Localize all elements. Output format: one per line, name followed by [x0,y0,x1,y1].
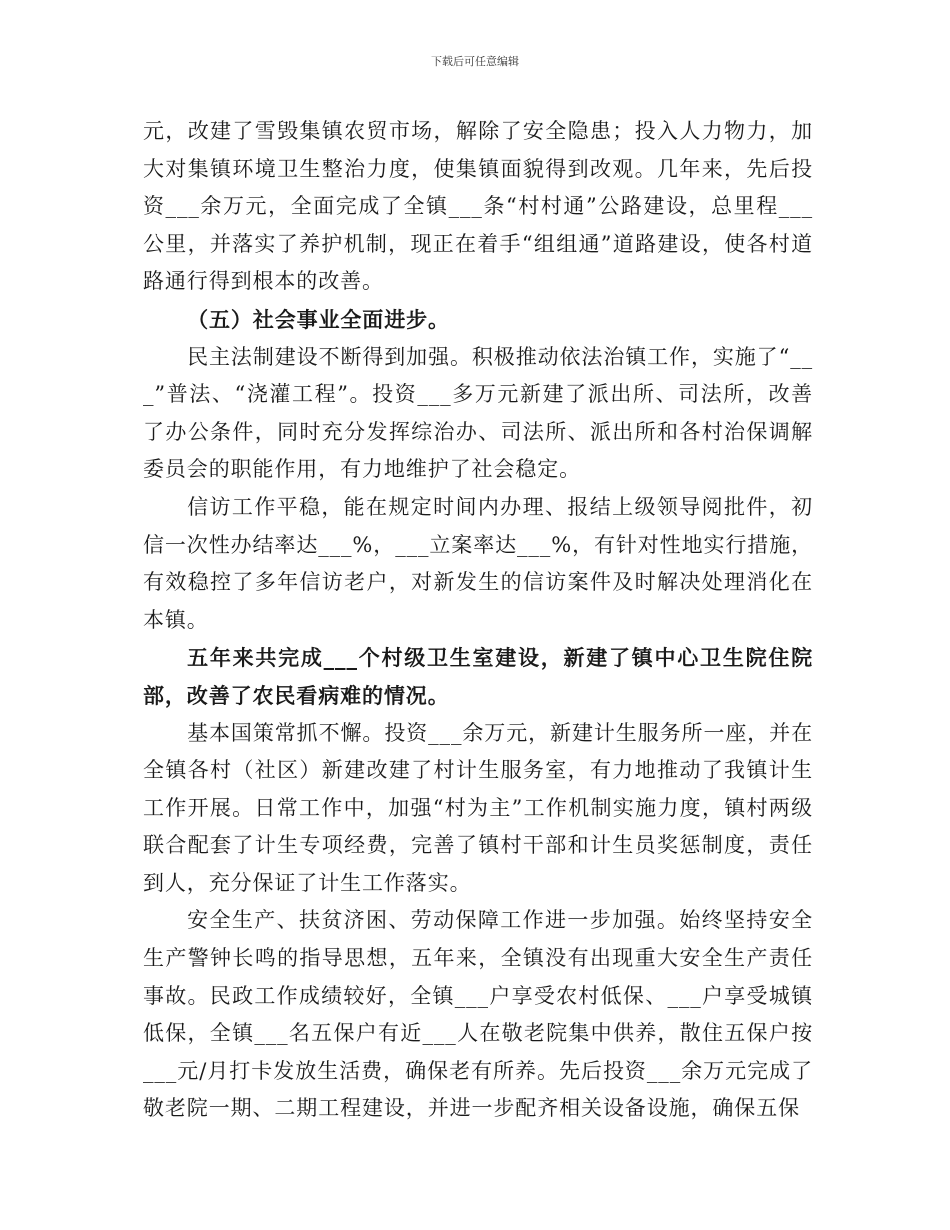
paragraph-legal: 民主法制建设不断得到加强。积极推动依法治镇工作，实施了“___”普法、“浇灌工程”。投资___多万元新建了派出所、司法所，改善了办公条件，同时充分发挥综治办、司法所、派出所和各村治保调解委员会的职能作用，有力地维护了社会稳定。 [143,344,813,482]
page-header: 下载后可任意编辑 [431,55,519,68]
paragraph-family-planning: 基本国策常抓不懈。投资___余万元，新建计生服务所一座，并在全镇各村（社区）新建改建了村计生服务室，有力地推动了我镇计生工作开展。日常工作中，加强“村为主”工作机制实施力度，镇村两级联合配套了计生专项经费，完善了镇村干部和计生员奖惩制度，责任到人，充分保证了计生工作落实。 [143,720,813,895]
section-heading: （五）社会事业全面进步。 [187,306,450,332]
paragraph-health: 五年来共完成___个村级卫生室建设，新建了镇中心卫生院住院部，改善了农民看病难的情况。 [143,645,813,708]
paragraph-safety: 安全生产、扶贫济困、劳动保障工作进一步加强。始终坚持安全生产警钟长鸣的指导思想，五年来，全镇没有出现重大安全生产责任事故。民政工作成绩较好，全镇___户享受农村低保、___户享受城镇低保，全镇___名五保户有近___人在敬老院集中供养，散住五保户按___元/月打卡发放生活费，确保老有所养。先后投资___余万元完成了敬老院一期、二期工程建设，并进一步配齐相关设备设施，确保五保 [143,908,813,1121]
document-body [143,113,813,1128]
paragraph-petition: 信访工作平稳，能在规定时间内办理、报结上级领导阅批件，初信一次性办结率达___%，___立案率达___%，有针对性地实行措施，有效稳控了多年信访老户，对新发生的信访案件及时解决处理消化在本镇。 [143,494,813,632]
paragraph-continuation: 元，改建了雪毁集镇农贸市场，解除了安全隐患；投入人力物力，加大对集镇环境卫生整治力度，使集镇面貌得到改观。几年来，先后投资___余万元，全面完成了全镇___条“村村通”公路建设，总里程___公里，并落实了养护机制，现正在着手“组组通”道路建设，使各村道路通行得到根本的改善。 [143,119,813,294]
